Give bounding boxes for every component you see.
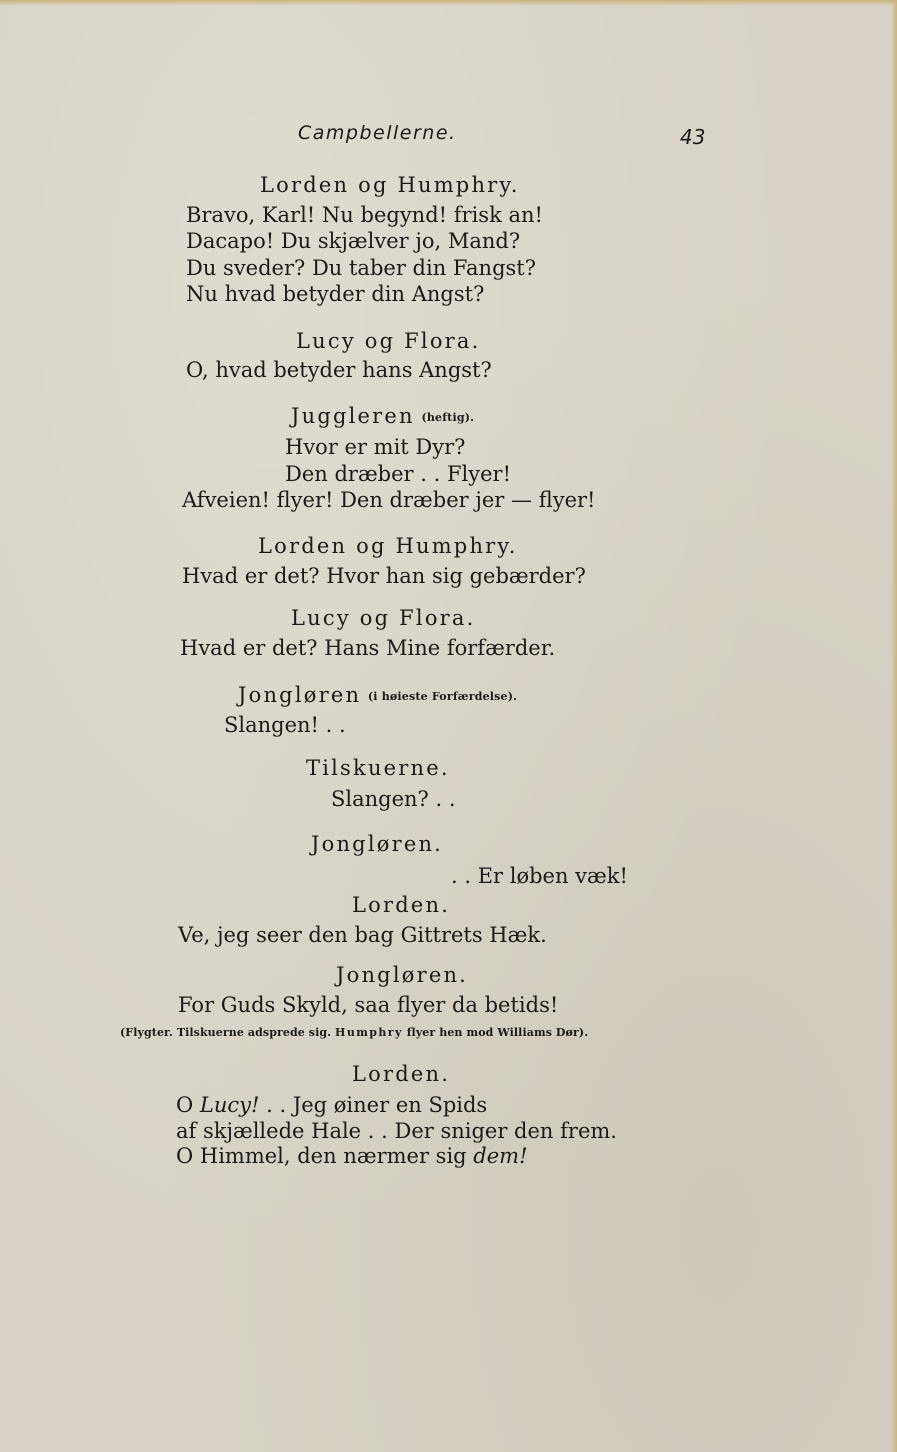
- speaker-heading: Lorden.: [352, 893, 451, 917]
- verse-fragment: O Himmel, den nærmer sig: [176, 1144, 474, 1168]
- speaker-heading-row: [291, 406, 474, 427]
- stage-direction-part: (Flygter.: [120, 1026, 173, 1039]
- verse-line: Ve, jeg seer den bag Gittrets Hæk.: [178, 923, 547, 947]
- speaker-heading-row: [238, 685, 517, 706]
- verse-line: [176, 1095, 487, 1116]
- verse-line: . . Er løben væk!: [451, 864, 628, 888]
- verse-line: Slangen! . .: [224, 713, 346, 737]
- verse-line: Du sveder? Du taber din Fangst?: [186, 256, 536, 280]
- stage-direction-inline: (i høieste Forfærdelse).: [367, 690, 518, 703]
- stage-direction-part: flyer hen mod Williams Dør).: [406, 1026, 589, 1039]
- verse-line: Den dræber . . Flyer!: [285, 462, 512, 486]
- verse-line: Hvad er det? Hans Mine forfærder.: [180, 636, 556, 660]
- page-edge-top: [0, 0, 897, 6]
- verse-line: Nu hvad betyder din Angst?: [186, 282, 485, 306]
- stage-direction: [120, 1027, 588, 1038]
- speaker-heading: Lucy og Flora.: [291, 606, 476, 630]
- verse-fragment: O: [176, 1093, 200, 1117]
- stage-direction-name: Humphry: [335, 1026, 403, 1039]
- page-number: 43: [680, 125, 706, 149]
- speaker-heading: Lucy og Flora.: [296, 329, 481, 353]
- verse-line: O, hvad betyder hans Angst?: [186, 358, 492, 382]
- verse-line: Dacapo! Du skjælver jo, Mand?: [186, 229, 521, 253]
- verse-line: Bravo, Karl! Nu begynd! frisk an!: [186, 203, 543, 227]
- stage-direction-part: Tilskuerne adsprede sig.: [176, 1026, 332, 1039]
- verse-line: For Guds Skyld, saa flyer da betids!: [178, 993, 559, 1017]
- running-title: Campbellerne.: [298, 122, 457, 144]
- verse-line: Afveien! flyer! Den dræber jer — flyer!: [182, 488, 596, 512]
- verse-line: Slangen? . .: [331, 787, 456, 811]
- speaker-heading: Lorden og Humphry.: [260, 173, 520, 197]
- verse-line: Hvad er det? Hvor han sig gebærder?: [182, 564, 586, 588]
- verse-fragment: . . Jeg øiner en Spids: [259, 1093, 488, 1117]
- page-edge-right: [891, 0, 897, 1452]
- verse-line: [176, 1146, 528, 1167]
- verse-line: af skjællede Hale . . Der sniger den frem.: [176, 1119, 617, 1143]
- speaker-heading: Jongløren.: [311, 832, 444, 856]
- speaker-heading: Juggleren: [291, 404, 415, 428]
- emphasized-name: Lucy!: [199, 1093, 260, 1117]
- speaker-heading: Tilskuerne.: [306, 756, 450, 780]
- emphasized-word: dem!: [473, 1144, 528, 1168]
- speaker-heading: Jongløren.: [336, 963, 469, 987]
- speaker-heading: Lorden.: [352, 1062, 451, 1086]
- speaker-heading: Jongløren: [238, 683, 362, 707]
- speaker-heading: Lorden og Humphry.: [258, 534, 518, 558]
- verse-line: Hvor er mit Dyr?: [285, 435, 466, 459]
- stage-direction-inline: (heftig).: [421, 411, 475, 424]
